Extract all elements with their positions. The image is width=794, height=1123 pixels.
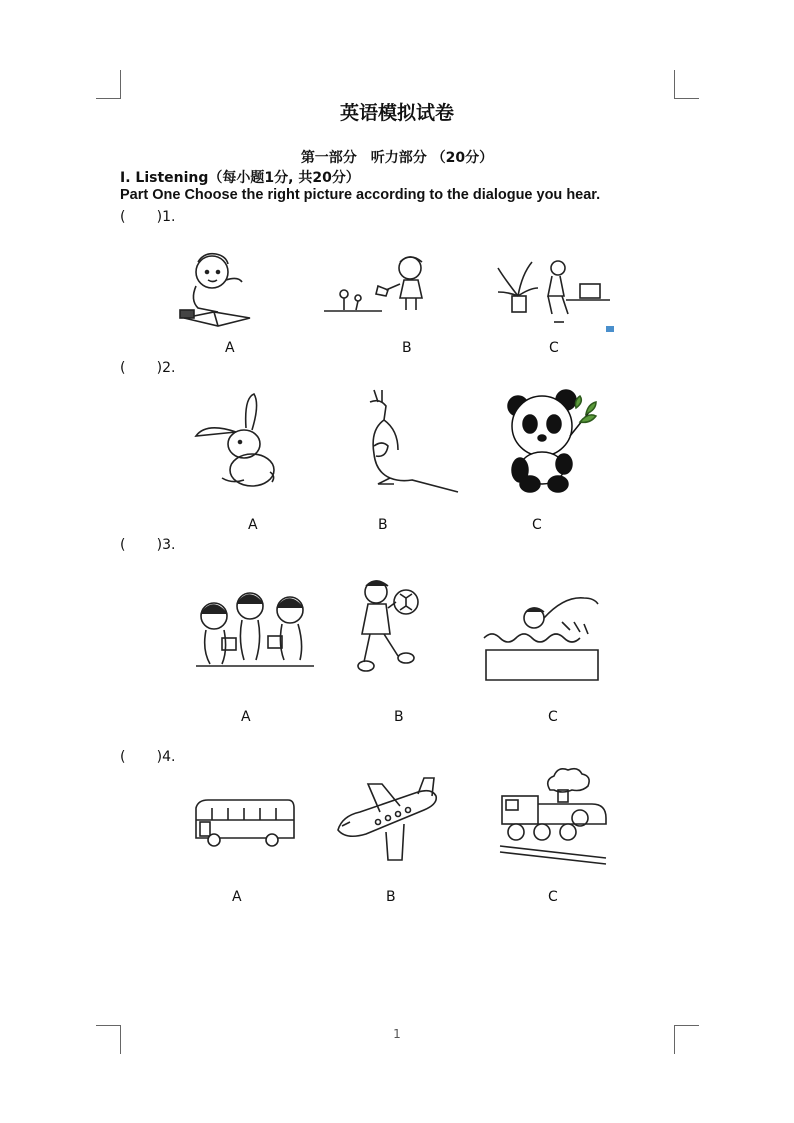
train-icon [496, 762, 610, 866]
option-4-b[interactable]: B [386, 889, 396, 905]
option-1-c[interactable]: C [549, 340, 559, 356]
option-1-a[interactable]: A [225, 340, 235, 356]
option-3-a[interactable]: A [241, 709, 251, 725]
option-1-b[interactable]: B [402, 340, 412, 356]
question-number-4: ( )4. [120, 749, 176, 765]
rabbit-icon [192, 392, 282, 488]
option-3-c[interactable]: C [548, 709, 558, 725]
page-title: 英语模拟试卷 [339, 102, 454, 124]
part-heading: 第一部分 听力部分 （20分） [300, 150, 494, 166]
airplane-icon [330, 776, 444, 864]
option-4-a[interactable]: A [232, 889, 242, 905]
girl-watering-flowers-icon [322, 254, 442, 316]
boy-reading-icon [176, 248, 272, 332]
instruction-text: Part One Choose the right picture according to the dialogue you hear. [120, 187, 601, 203]
option-2-c[interactable]: C [532, 517, 542, 533]
woman-at-computer-icon [494, 256, 614, 336]
option-2-b[interactable]: B [378, 517, 388, 533]
question-number-1: ( )1. [120, 209, 176, 225]
option-4-c[interactable]: C [548, 889, 558, 905]
option-2-a[interactable]: A [248, 517, 258, 533]
kangaroo-icon [348, 386, 462, 494]
panda-icon [504, 378, 606, 494]
question-number-2: ( )2. [120, 360, 176, 376]
page-number: 1 [393, 1027, 401, 1041]
section-heading: I. Listening（每小题1分, 共20分） [120, 170, 360, 186]
bus-icon [192, 796, 296, 856]
children-with-gifts-icon [196, 586, 314, 670]
boy-with-ball-icon [354, 578, 422, 674]
question-number-3: ( )3. [120, 537, 176, 553]
option-3-b[interactable]: B [394, 709, 404, 725]
swimmer-icon [480, 566, 606, 684]
crop-mark-top-right [674, 70, 699, 99]
crop-mark-top-left [96, 70, 121, 99]
